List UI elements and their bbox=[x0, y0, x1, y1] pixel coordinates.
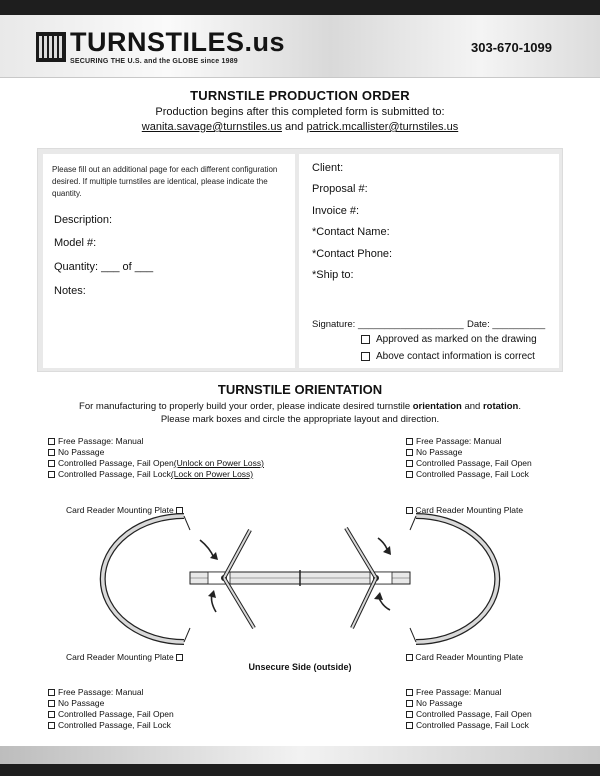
option-fail-open[interactable] bbox=[406, 709, 532, 720]
option-no-passage[interactable] bbox=[48, 447, 264, 458]
plate-label: Card Reader Mounting Plate bbox=[415, 652, 524, 662]
orientation-instructions-2: Please mark boxes and circle the appropriate layout and direction. bbox=[160, 414, 440, 425]
orientation-text-1: For manufacturing to properly build your order, please indicate desired turnstile bbox=[79, 401, 413, 412]
option-label: Controlled Passage, Fail Lock bbox=[416, 469, 529, 479]
diagram-caption: Unsecure Side (outside) bbox=[248, 662, 352, 672]
contact-phone-field[interactable]: *Contact Phone: bbox=[312, 248, 393, 260]
plate-label: Card Reader Mounting Plate bbox=[415, 505, 524, 515]
option-label: Controlled Passage, Fail Open bbox=[416, 709, 532, 719]
description-field[interactable]: Description: bbox=[54, 214, 113, 226]
option-free-passage[interactable] bbox=[48, 436, 264, 447]
option-fail-lock[interactable] bbox=[406, 720, 532, 731]
option-label: Free Passage: Manual bbox=[416, 687, 502, 697]
option-label: Free Passage: Manual bbox=[58, 436, 144, 446]
option-fail-lock[interactable] bbox=[406, 469, 532, 480]
form-instructions: Please fill out an additional page for each different configuration desired. If multiple turnstiles are identical, please indicate the quantity. bbox=[52, 165, 278, 198]
contact-name-field[interactable]: *Contact Name: bbox=[312, 226, 390, 238]
email-link-patrick[interactable]: patrick.mcallister@turnstiles.us bbox=[306, 121, 459, 133]
product-panel bbox=[43, 154, 295, 368]
header-top-bar bbox=[0, 0, 600, 15]
checkbox[interactable] bbox=[48, 711, 55, 718]
checkbox[interactable] bbox=[48, 722, 55, 729]
orientation-bold-word: orientation bbox=[412, 401, 462, 412]
plate-label: Card Reader Mounting Plate bbox=[66, 505, 174, 515]
client-panel bbox=[299, 154, 559, 368]
option-label: Free Passage: Manual bbox=[58, 687, 144, 697]
option-free-passage[interactable] bbox=[406, 436, 532, 447]
option-label: Controlled Passage, Fail Lock bbox=[58, 469, 171, 479]
option-label: Controlled Passage, Fail Open bbox=[58, 458, 174, 468]
options-bottom-right bbox=[406, 687, 532, 731]
page-footer bbox=[0, 746, 600, 776]
orientation-section bbox=[0, 382, 600, 425]
invoice-field[interactable]: Invoice #: bbox=[312, 205, 360, 217]
approved-label: Approved as marked on the drawing bbox=[376, 334, 537, 345]
rotation-arrow-icon[interactable] bbox=[374, 592, 390, 610]
date-field[interactable]: Date: __________ bbox=[467, 319, 546, 330]
logo-tagline: SECURING THE U.S. and the GLOBE since 1989 bbox=[70, 58, 238, 65]
rotation-arrow-icon[interactable] bbox=[200, 540, 218, 560]
orientation-text-2: and bbox=[461, 401, 483, 412]
email-link-wanita[interactable]: wanita.savage@turnstiles.us bbox=[141, 121, 282, 133]
option-fail-open[interactable] bbox=[48, 458, 264, 469]
approved-row[interactable] bbox=[361, 334, 537, 345]
contact-correct-row[interactable] bbox=[361, 351, 535, 362]
left-turnstile-guard bbox=[103, 516, 190, 642]
checkbox[interactable] bbox=[406, 449, 413, 456]
approved-checkbox[interactable] bbox=[361, 335, 370, 344]
rotation-bold-word: rotation bbox=[482, 401, 519, 412]
proposal-field[interactable]: Proposal #: bbox=[312, 183, 368, 195]
footer-band bbox=[0, 764, 600, 776]
options-top-right bbox=[406, 436, 532, 480]
option-no-passage[interactable] bbox=[406, 447, 532, 458]
checkbox[interactable] bbox=[48, 438, 55, 445]
orientation-title: TURNSTILE ORIENTATION bbox=[217, 382, 383, 397]
option-label: Controlled Passage, Fail Lock bbox=[58, 720, 171, 730]
quantity-field[interactable]: Quantity: ___ of ___ bbox=[54, 261, 154, 273]
option-label: Free Passage: Manual bbox=[416, 436, 502, 446]
options-bottom-left bbox=[48, 687, 174, 731]
rotation-arrow-icon[interactable] bbox=[378, 538, 391, 555]
checkbox[interactable] bbox=[406, 471, 413, 478]
email-and: and bbox=[285, 121, 304, 133]
option-free-passage[interactable] bbox=[48, 687, 174, 698]
options-top-left bbox=[48, 436, 264, 480]
orientation-text-3: . bbox=[518, 401, 521, 412]
option-label: Controlled Passage, Fail Lock bbox=[416, 720, 529, 730]
option-label: No Passage bbox=[58, 698, 105, 708]
orientation-instructions bbox=[0, 401, 600, 412]
right-turnstile-guard bbox=[410, 516, 497, 642]
checkbox[interactable] bbox=[48, 689, 55, 696]
plate-checkbox[interactable] bbox=[406, 654, 413, 661]
order-form bbox=[37, 148, 563, 372]
option-fail-open[interactable] bbox=[406, 458, 532, 469]
signature-field[interactable]: Signature: ____________________ bbox=[312, 319, 464, 330]
checkbox[interactable] bbox=[406, 438, 413, 445]
checkbox[interactable] bbox=[406, 711, 413, 718]
checkbox[interactable] bbox=[48, 460, 55, 467]
checkbox[interactable] bbox=[406, 689, 413, 696]
page-header bbox=[0, 0, 600, 78]
notes-field[interactable]: Notes: bbox=[54, 285, 86, 297]
option-label: No Passage bbox=[58, 447, 105, 457]
checkbox[interactable] bbox=[48, 449, 55, 456]
plate-checkbox[interactable] bbox=[176, 654, 183, 661]
page-title: TURNSTILE PRODUCTION ORDER bbox=[190, 88, 410, 103]
option-no-passage[interactable] bbox=[48, 698, 174, 709]
plate-label: Card Reader Mounting Plate bbox=[66, 652, 174, 662]
option-fail-lock[interactable] bbox=[48, 720, 174, 731]
option-label: No Passage bbox=[416, 698, 463, 708]
option-note: (Lock on Power Loss) bbox=[170, 469, 254, 479]
rotation-arrow-icon[interactable] bbox=[208, 590, 216, 612]
email-line bbox=[0, 121, 600, 133]
checkbox[interactable] bbox=[48, 471, 55, 478]
option-note: (Unlock on Power Loss) bbox=[173, 458, 264, 468]
phone-number: 303-670-1099 bbox=[471, 40, 552, 55]
option-label: No Passage bbox=[416, 447, 463, 457]
plate-bottom-right[interactable] bbox=[406, 652, 523, 662]
contact-correct-checkbox[interactable] bbox=[361, 352, 370, 361]
client-field[interactable]: Client: bbox=[312, 162, 344, 174]
option-label: Controlled Passage, Fail Open bbox=[58, 709, 174, 719]
turnstile-logo-icon bbox=[36, 32, 66, 62]
plate-bottom-left[interactable] bbox=[66, 652, 183, 662]
model-field[interactable]: Model #: bbox=[54, 237, 97, 249]
checkbox[interactable] bbox=[48, 700, 55, 707]
turnstile-diagram bbox=[40, 500, 560, 650]
logo-text: TURNSTILES.us bbox=[70, 27, 286, 57]
page-subtitle: Production begins after this completed form is submitted to: bbox=[155, 106, 445, 118]
checkbox[interactable] bbox=[406, 700, 413, 707]
checkbox[interactable] bbox=[406, 722, 413, 729]
option-free-passage[interactable] bbox=[406, 687, 532, 698]
option-label: Controlled Passage, Fail Open bbox=[416, 458, 532, 468]
checkbox[interactable] bbox=[406, 460, 413, 467]
option-fail-open[interactable] bbox=[48, 709, 174, 720]
option-no-passage[interactable] bbox=[406, 698, 532, 709]
title-block bbox=[0, 88, 600, 133]
contact-correct-label: Above contact information is correct bbox=[376, 351, 535, 362]
ship-to-field[interactable]: *Ship to: bbox=[312, 269, 354, 281]
option-fail-lock[interactable] bbox=[48, 469, 264, 480]
